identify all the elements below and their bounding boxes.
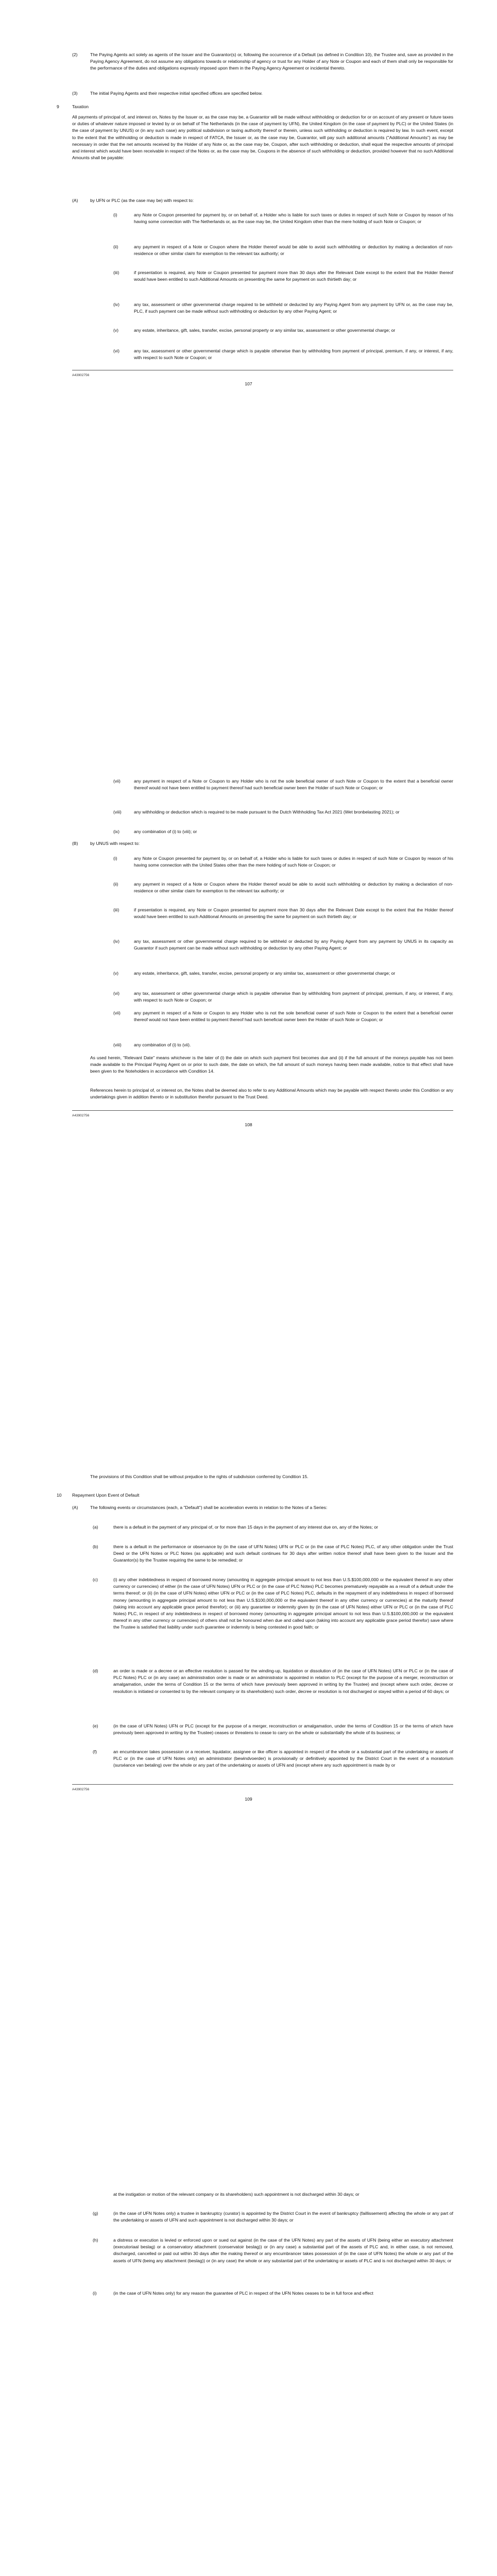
list-item-text: (in the case of UFN Notes only) for any reason the guarantee of PLC in respect of the UFN Notes ceases to be in full force and effect: [113, 2291, 373, 2296]
section-number: 9: [57, 104, 59, 109]
list-item-text: any tax, assessment or other governmental charge which is payable otherwise than by withholding from payment of principal, premium, if any, or interest, if any, with respect to such Note or Coupon; or: [134, 991, 453, 1003]
paragraph: As used herein, "Relevant Date" means whichever is the later of (i) the date on which such payment first becomes due and (ii) if the full amount of the moneys payable has not been made available to the Principal Paying Agent on or prior to such date, the date on which, the full amount of such moneys having been made available, notice to that effect shall have been given to the Noteholders in accordance with Condition 14.: [90, 1055, 453, 1074]
clause-number: (3): [72, 91, 78, 96]
list-item-text: any payment in respect of a Note or Coupon to any Holder who is not the sole beneficial owner of such Note or Coupon to the extent that a beneficial owner thereof would not have been entitled to payment thereof had such beneficial owner been the Holder of such Note or Coupon; or: [134, 778, 453, 791]
list-item-text: any combination of (i) to (vii).: [134, 1042, 191, 1047]
sub-clause-letter: (A): [72, 1505, 78, 1510]
list-item-number: (iii): [113, 270, 119, 275]
page-number: 108: [245, 1122, 252, 1127]
list-item-number: (viii): [113, 809, 122, 815]
list-item-number: (v): [113, 971, 119, 976]
list-item-text: (i) any other indebtedness in respect of borrowed money (amounting in aggregate principal amount to not less than U.S.$100,000,000 or the equivalent thereof in any other currency or currencies) of either (in the case of UFN Notes) UFN or PLC or (in the case of PLC Notes) PLC becomes prematurely repayable as a result of a default under the terms thereof; or (ii) (in the case of UFN Notes) either UFN or PLC or (in the case of PLC Notes) PLC, defaults in the repayment of any indebtedness in respect of borrowed money (amounting in aggregate principal amount to not less than U.S.$100,000,000 or the equivalent thereof in any other currency or currencies) at the maturity thereof (taking into account any applicable grace period therefor); or (iii) any guarantee or indemnity given by (in the case of UFN Notes) either UFN or PLC or (in the case of PLC Notes) PLC, in respect of any indebtedness in respect of borrowed money (amounting in aggregate principal amount to not less than U.S.$100,000,000 or the equivalent thereof in any other currency or currencies) of others shall not be honoured when due and called upon (taking into account any applicable grace period therefor) save where the Trustee is satisfied that liability under such guarantee or indemnity is being contested in good faith; or: [113, 1577, 453, 1630]
list-item-text: any Note or Coupon presented for payment by, or on behalf of, a Holder who is liable for such taxes or duties in respect of such Note or Coupon by reason of his having some connection with the United States other than the mere holding of such Note or Coupon; or: [134, 856, 453, 868]
clause-text: The initial Paying Agents and their respective initial specified offices are specified below.: [90, 91, 263, 96]
footer-divider: [72, 1110, 453, 1111]
sub-clause-text: The following events or circumstances (each, a "Default") shall be acceleration events in relation to the Notes of a Series:: [90, 1505, 328, 1510]
list-item-text: any estate, inheritance, gift, sales, transfer, excise, personal property or any similar tax, assessment or other governmental charge; or: [134, 971, 396, 976]
list-item-number: (iv): [113, 302, 119, 307]
paragraph: All payments of principal of, and interest on, Notes by the Issuer or, as the case may be, a Guarantor will be made without withholding or deduction for or on account of any present or future taxes or duties of whatever nature imposed or levied by or on behalf of The Netherlands (in the case of payment by UFN), the United Kingdom (in the case of payment by PLC) or the United States (in the case of payment by UNUS) or (in any such case) any political subdivision or taxing authority thereof or therein, unless such withholding or deduction is required by law. In such event, except to the extent that the withholding or deduction is made in respect of FATCA, the Issuer or, as the case may be, Guarantor, will pay such additional amounts ("Additional Amounts") as may be necessary in order that the net amounts received by the Holder of any Note or, as the case may be, Coupon, after such withholding or deduction, shall equal the respective amounts of principal and interest which would have been receivable in respect of the Notes or, as the case may be, Coupons in the absence of such withholding or deduction, provided however that no such Additional Amounts shall be payable:: [72, 114, 453, 161]
list-item-number: (iii): [113, 907, 119, 912]
footer-divider: [72, 1784, 453, 1785]
list-item-letter: (c): [93, 1577, 98, 1582]
list-item-text: an order is made or a decree or an effective resolution is passed for the winding-up, liquidation or dissolution of (in the case of UFN Notes) UFN or PLC or (in the case of PLC Notes) PLC or (in any case) an administration order is made or an administrator is appointed in relation to PLC (except for the purpose of a merger, reconstruction or amalgamation, under the terms of Condition 15 or the terms of which have previously been approved in writing by the Trustee) and (except where such order, decree or resolution is initiated or consented to by the relevant company or its shareholders) such order, decree or resolution is not discharged or stayed within a period of 60 days; or: [113, 1668, 453, 1694]
list-item-letter: (i): [93, 2291, 97, 2296]
paragraph: References herein to principal of, or interest on, the Notes shall be deemed also to refer to any Additional Amounts which may be payable with respect thereto under this Condition or any undertakings given in addition thereto or in substitution therefor pursuant to the Trust Deed.: [90, 1088, 453, 1100]
sub-clause-text: by UFN or PLC (as the case may be) with respect to:: [90, 198, 194, 203]
list-item-number: (vii): [113, 778, 121, 784]
list-item-continuation: at the instigation or motion of the relevant company or its shareholders) such appointment is not discharged within 30 days; or: [113, 2192, 359, 2197]
list-item-text: any tax, assessment or other governmental charge required to be withheld or deducted by any Paying Agent from any payment by UFN or, as the case may be, PLC, if such payment can be made without such withholding or deduction by any other Paying Agent; or: [134, 302, 453, 314]
page-number: 107: [245, 381, 252, 386]
list-item-number: (ix): [113, 829, 119, 834]
list-item-text: any tax, assessment or other governmental charge required to be withheld or deducted by any Paying Agent from any payment by UNUS in its capacity as Guarantor if such payment can be made without such withholding or deduction by any other Paying Agent; or: [134, 939, 453, 951]
list-item-text: any payment in respect of a Note or Coupon where the Holder thereof would be able to avoid such withholding or deduction by making a declaration of non-residence or other similar claim for exemption to the relevant tax authority; or: [134, 882, 453, 894]
list-item-letter: (d): [93, 1668, 98, 1673]
list-item-letter: (h): [93, 2238, 98, 2243]
list-item-text: any payment in respect of a Note or Coupon where the Holder thereof would be able to avoid such withholding or deduction by making a declaration of non-residence or other similar claim for exemption to the relevant tax authority; or: [134, 244, 453, 257]
list-item-letter: (e): [93, 1723, 98, 1728]
paragraph: The provisions of this Condition shall be without prejudice to the rights of subdivision conferred by Condition 15.: [90, 1474, 309, 1479]
list-item-text: an encumbrancer takes possession or a receiver, liquidator, assignee or like officer is appointed in respect of the whole or a substantial part of the undertaking or assets of PLC or (in the case of UFN Notes only) an administrator (bewindvoerder) is provisionally or definitively appointed by the District Court in the event of a moratorium (surséance van betaling) over the whole or any part of the undertaking or assets of UFN and (except where any such appointment is made by or: [113, 1749, 453, 1768]
list-item-text: there is a default in the payment of any principal of, or for more than 15 days in the payment of any interest due on, any of the Notes; or: [113, 1524, 379, 1530]
page-number: 109: [245, 1797, 252, 1802]
list-item-text: (in the case of UFN Notes only) a trustee in bankruptcy (curator) is appointed by the District Court in the event of bankruptcy (faillissement) affecting the whole or any part of the undertaking or assets of UFN and such appointment is not discharged within 30 days; or: [113, 2211, 453, 2223]
list-item-number: (vi): [113, 348, 119, 353]
list-item-number: (ii): [113, 244, 118, 249]
list-item-letter: (a): [93, 1524, 98, 1530]
list-item-number: (viii): [113, 1042, 122, 1047]
list-item-number: (vii): [113, 1010, 121, 1015]
list-item-text: if presentation is required, any Note or Coupon presented for payment more than 30 days after the Relevant Date except to the extent that the Holder thereof would have been entitled to such Additional Amounts on presenting the same for payment on such thirtieth day; or: [134, 907, 453, 920]
section-number: 10: [57, 1493, 62, 1498]
list-item-text: any tax, assessment or other governmental charge which is payable otherwise than by withholding from payment of principal, premium, if any, or interest, if any, with respect to such Note or Coupon; or: [134, 348, 453, 361]
list-item-number: (ii): [113, 882, 118, 887]
sub-clause-text: by UNUS with respect to:: [90, 841, 140, 846]
list-item-text: any withholding or deduction which is required to be made pursuant to the Dutch Withholding Tax Act 2021 (Wet bronbelasting 2021); or: [134, 809, 400, 815]
list-item-text: (in the case of UFN Notes) UFN or PLC (except for the purpose of a merger, reconstruction or amalgamation, under the terms of Condition 15 or the terms of which have previously been approved in writing by the Trustee) ceases or threatens to cease to carry on the whole or substantially the whole of its business; or: [113, 1723, 453, 1736]
list-item-number: (iv): [113, 939, 119, 944]
list-item-text: any combination of (i) to (viii); or: [134, 829, 197, 834]
list-item-number: (vi): [113, 991, 119, 996]
list-item-letter: (f): [93, 1749, 97, 1754]
footer-reference: A43902756: [72, 1788, 90, 1791]
list-item-number: (v): [113, 328, 119, 333]
list-item-text: any estate, inheritance, gift, sales, transfer, excise, personal property or any similar tax, assessment or other governmental charge; or: [134, 328, 396, 333]
list-item-text: if presentation is required, any Note or Coupon presented for payment more than 30 days after the Relevant Date except to the extent that the Holder thereof would have been entitled to such Additional Amounts on presenting the same for payment on such thirtieth day; or: [134, 270, 453, 282]
section-title: Taxation: [72, 104, 89, 109]
list-item-text: a distress or execution is levied or enforced upon or sued out against (in the case of the UFN Notes) any part of the assets of UFN (being either an executory attachment (executoriaal beslag) or a conservatory attachment (conservatoir beslag)) or (in any case) a substantial part of the assets of PLC and, in either case, is not removed, discharged, cancelled or paid out within 30 days after the making thereof or any encumbrancer takes possession of (in the case of UFN Notes) the whole or any part of the assets of UFN (being any attachment (beslag)) or (in any case) the whole or any substantial part of the undertaking or assets of PLC and is not discharged within 30 days; or: [113, 2238, 453, 2263]
list-item-letter: (b): [93, 1544, 98, 1549]
list-item-text: there is a default in the performance or observance by (in the case of UFN Notes) UFN or PLC or (in the case of PLC Notes) PLC, of any other obligation under the Trust Deed or the UFN Notes or PLC Notes (as applicable) and such default continues for 30 days after written notice thereof shall have been given to the Issuer and the Guarantor(s) by the Trustee requiring the same to be remedied; or: [113, 1544, 453, 1563]
list-item-text: any Note or Coupon presented for payment by, or on behalf of, a Holder who is liable for such taxes or duties in respect of such Note or Coupon by reason of his having some connection with The Netherlands or, as the case may be, the United Kingdom other than the mere holding of such Note or Coupon; or: [134, 212, 453, 225]
sub-clause-letter: (A): [72, 198, 78, 203]
list-item-text: any payment in respect of a Note or Coupon to any Holder who is not the sole beneficial owner of such Note or Coupon to the extent that a beneficial owner thereof would not have been entitled to payment thereof had such beneficial owner been the Holder of such Note or Coupon; or: [134, 1010, 453, 1023]
list-item-letter: (g): [93, 2211, 98, 2216]
clause-number: (2): [72, 52, 78, 57]
clause-text: The Paying Agents act solely as agents of the Issuer and the Guarantor(s) or, following the occurrence of a Default (as defined in Condition 10), the Trustee and, save as provided in the Paying Agency Agreement, do not assume any obligations towards or relationship of agency or trust for any Holder of any Note or Coupon and each of them shall only be responsible for the performance of the duties and obligations expressly imposed upon them in the Paying Agency Agreement or incidental thereto.: [90, 52, 453, 71]
sub-clause-letter: (B): [72, 841, 78, 846]
footer-reference: A43902756: [72, 1114, 90, 1117]
footer-reference: A43902756: [72, 374, 90, 377]
list-item-number: (i): [113, 212, 117, 217]
list-item-number: (i): [113, 856, 117, 861]
section-title: Repayment Upon Event of Default: [72, 1493, 140, 1498]
